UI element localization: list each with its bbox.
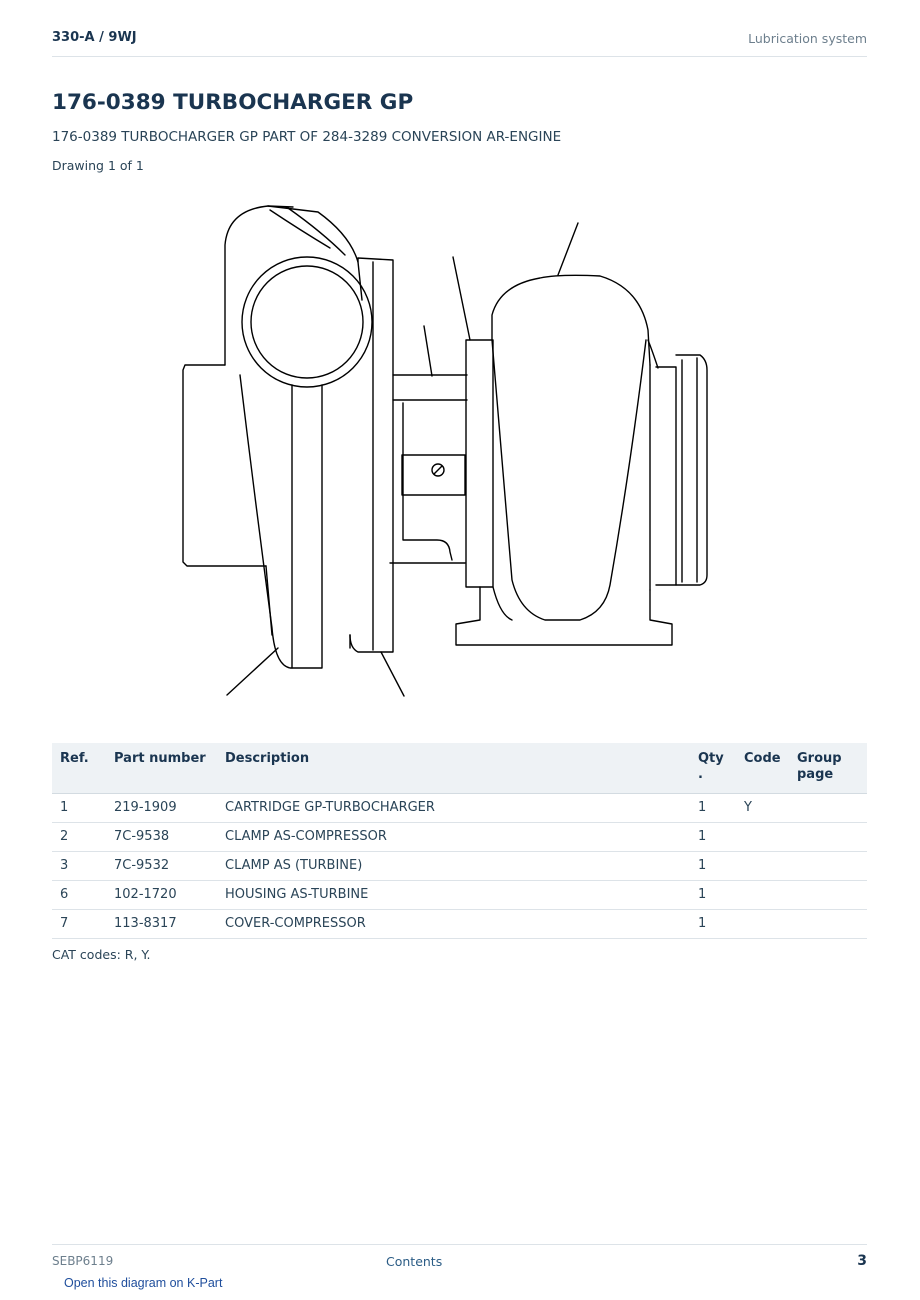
- cell-ref: 7: [52, 910, 106, 939]
- col-qty-top: Qty: [698, 751, 724, 766]
- open-in-kpart-link[interactable]: Open this diagram on K-Part: [64, 1276, 223, 1290]
- table-row: [52, 823, 867, 852]
- document-id: SEBP6119: [52, 1254, 114, 1268]
- cell-code: [736, 881, 789, 910]
- cell-qty: 1: [690, 852, 736, 881]
- table-header-row: [52, 743, 867, 794]
- table-row: [52, 881, 867, 910]
- turbocharger-diagram[interactable]: [150, 195, 770, 705]
- cell-ref: 6: [52, 881, 106, 910]
- col-group-top: Group: [797, 751, 842, 766]
- section-name: Lubrication system: [748, 31, 867, 46]
- col-group-page: [789, 743, 867, 794]
- cell-qty: 1: [690, 881, 736, 910]
- cell-description: CARTRIDGE GP-TURBOCHARGER: [217, 794, 690, 823]
- cell-part-number: 102-1720: [106, 881, 217, 910]
- col-description: Description: [217, 743, 690, 794]
- cell-code: [736, 823, 789, 852]
- parts-table: [52, 743, 867, 939]
- cat-codes-note: CAT codes: R, Y.: [52, 947, 151, 962]
- cell-description: CLAMP AS (TURBINE): [217, 852, 690, 881]
- col-ref: Ref.: [52, 743, 106, 794]
- col-qty: [690, 743, 736, 794]
- page-subtitle: 176-0389 TURBOCHARGER GP PART OF 284-3289 CONVERSION AR-ENGINE: [52, 129, 562, 145]
- cell-part-number: 113-8317: [106, 910, 217, 939]
- cell-ref: 2: [52, 823, 106, 852]
- table-row: [52, 910, 867, 939]
- cell-qty: 1: [690, 794, 736, 823]
- cell-code: Y: [736, 794, 789, 823]
- cell-part-number: 7C-9538: [106, 823, 217, 852]
- cell-group-page: [789, 852, 867, 881]
- cell-ref: 1: [52, 794, 106, 823]
- cell-group-page: [789, 881, 867, 910]
- page-footer: [52, 1244, 867, 1275]
- cell-description: HOUSING AS-TURBINE: [217, 881, 690, 910]
- cell-code: [736, 910, 789, 939]
- col-part-number: Part number: [106, 743, 217, 794]
- page-header: [52, 28, 867, 57]
- table-row: [52, 852, 867, 881]
- table-row: [52, 794, 867, 823]
- cell-part-number: 219-1909: [106, 794, 217, 823]
- cell-group-page: [789, 823, 867, 852]
- page-title: 176-0389 TURBOCHARGER GP: [52, 90, 414, 115]
- drawing-count: Drawing 1 of 1: [52, 158, 144, 173]
- contents-link[interactable]: Contents: [386, 1254, 443, 1269]
- model-breadcrumb: 330-A / 9WJ: [52, 30, 137, 45]
- col-group-bottom: page: [797, 767, 834, 782]
- col-qty-bottom: .: [698, 767, 703, 782]
- cell-ref: 3: [52, 852, 106, 881]
- cell-code: [736, 852, 789, 881]
- cell-qty: 1: [690, 823, 736, 852]
- cell-group-page: [789, 794, 867, 823]
- cell-group-page: [789, 910, 867, 939]
- col-code: Code: [736, 743, 789, 794]
- cell-description: COVER-COMPRESSOR: [217, 910, 690, 939]
- cell-qty: 1: [690, 910, 736, 939]
- cell-description: CLAMP AS-COMPRESSOR: [217, 823, 690, 852]
- page-number: 3: [857, 1253, 867, 1269]
- cell-part-number: 7C-9532: [106, 852, 217, 881]
